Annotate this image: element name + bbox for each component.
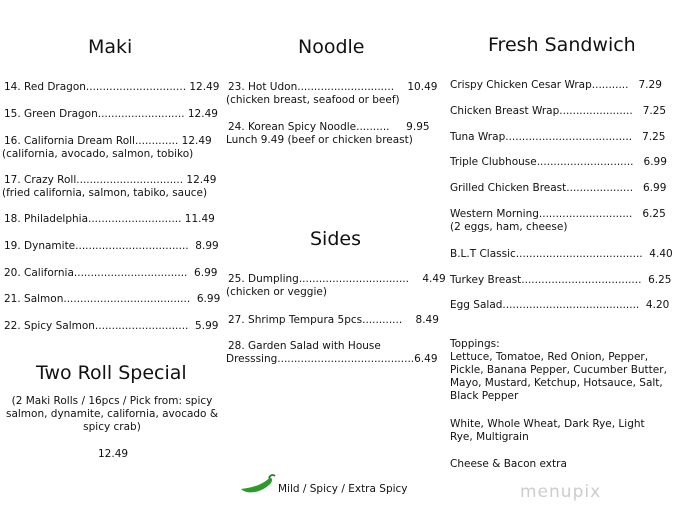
menu-item-dynamite: 19. Dynamite.................................. 8.99 [4, 240, 219, 252]
menu-item-egg-salad: Egg Salad......................................... 4.20 [450, 299, 670, 311]
menu-item-description: Lunch 9.49 (beef or chicken breast) [226, 134, 413, 146]
menu-item-crazy-roll: 17. Crazy Roll................................ 12.49 [4, 174, 217, 186]
menu-item-western-morning: Western Morning............................ 6.25 [450, 208, 666, 220]
menu-item-garden-salad-price: Dresssing.........................................6.49 [226, 353, 438, 365]
chili-pepper-icon [238, 474, 278, 496]
menu-item-turkey-breast: Turkey Breast.................................... 6.25 [450, 274, 672, 286]
sides-heading: Sides [310, 228, 361, 250]
menu-item-green-dragon: 15. Green Dragon.......................... 12.49 [4, 108, 218, 120]
menu-item-description: (2 eggs, ham, cheese) [450, 221, 568, 233]
bread-options: White, Whole Wheat, Dark Rye, Light Rye, Multigrain [450, 418, 645, 443]
menu-item-dumpling: 25. Dumpling................................. 4.49 [228, 273, 446, 285]
menu-item-crispy-chicken-cesar-wrap: Crispy Chicken Cesar Wrap........... 7.29 [450, 79, 662, 91]
menu-item-description: (california, avocado, salmon, tobiko) [2, 148, 194, 160]
menu-item-red-dragon: 14. Red Dragon.............................. 12.49 [4, 81, 220, 93]
menu-item-hot-udon: 23. Hot Udon............................. 10.49 [228, 81, 438, 93]
menupix-watermark: menupix [520, 482, 602, 502]
menu-item-korean-spicy-noodle: 24. Korean Spicy Noodle.......... 9.95 [228, 121, 430, 133]
spice-legend-text: Mild / Spicy / Extra Spicy [278, 483, 408, 495]
two-roll-special-description: (2 Maki Rolls / 16pcs / Pick from: spicy salmon, dynamite, california, avocado & spicy crab) [5, 395, 219, 433]
two-roll-special-heading: Two Roll Special [36, 362, 187, 384]
menu-item-california-dream-roll: 16. California Dream Roll............. 12.49 [4, 135, 212, 147]
cheese-bacon-extra: Cheese & Bacon extra [450, 458, 567, 470]
menu-item-california: 20. California.................................. 6.99 [4, 267, 218, 279]
menu-item-philadelphia: 18. Philadelphia............................ 11.49 [4, 213, 215, 225]
toppings-list: Lettuce, Tomatoe, Red Onion, Pepper, Pickle, Banana Pepper, Cucumber Butter, Mayo, Mustard, Ketchup, Hotsauce, Salt, Black Pepper [450, 351, 667, 402]
fresh-sandwich-heading: Fresh Sandwich [488, 34, 636, 56]
menu-item-blt-classic: B.L.T Classic...................................... 4.40 [450, 248, 673, 260]
menu-item-spicy-salmon: 22. Spicy Salmon............................ 5.99 [4, 320, 219, 332]
noodle-heading: Noodle [298, 36, 365, 58]
menu-item-salmon: 21. Salmon...................................... 6.99 [4, 293, 221, 305]
menu-item-garden-salad: 28. Garden Salad with House [228, 340, 381, 352]
two-roll-special-price: 12.49 [98, 448, 129, 460]
menu-item-description: (fried california, salmon, tabiko, sauce) [2, 187, 208, 199]
menu-item-description: (chicken breast, seafood or beef) [226, 94, 400, 106]
maki-heading: Maki [88, 36, 133, 58]
menu-item-tuna-wrap: Tuna Wrap...................................... 7.25 [450, 131, 666, 143]
menu-item-description: (chicken or veggie) [226, 286, 327, 298]
menu-item-shrimp-tempura: 27. Shrimp Tempura 5pcs............ 8.49 [228, 314, 439, 326]
toppings-heading: Toppings: [450, 338, 500, 350]
menu-item-grilled-chicken-breast: Grilled Chicken Breast.................... 6.99 [450, 182, 667, 194]
menu-item-chicken-breast-wrap: Chicken Breast Wrap...................... 7.25 [450, 105, 667, 117]
menu-item-triple-clubhouse: Triple Clubhouse............................. 6.99 [450, 156, 667, 168]
